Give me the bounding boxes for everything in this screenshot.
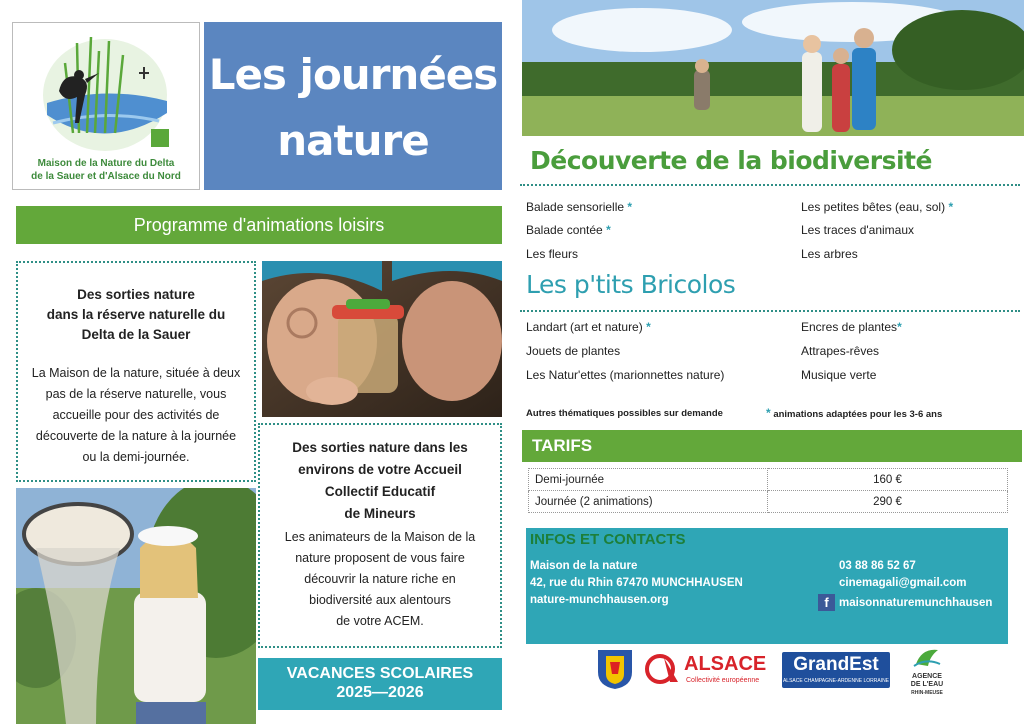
grandest-wordmark: GrandEst xyxy=(793,654,879,675)
activity-item: Les fleurs xyxy=(526,247,579,261)
box2-heading-line: environs de votre Accueil xyxy=(298,462,462,477)
facebook-link[interactable]: f maisonnaturemunchhausen xyxy=(818,594,992,611)
box2-body-line: découvrir la nature riche en xyxy=(304,572,456,586)
star-icon: * xyxy=(766,406,771,420)
title-line-2: nature xyxy=(277,116,429,165)
box2-body-line: nature proposent de vous faire xyxy=(295,551,465,565)
grandest-logo xyxy=(782,652,890,688)
box1-body-line: pas de la réserve naturelle, vous xyxy=(45,387,227,401)
box1-heading-line: dans la réserve naturelle du xyxy=(46,307,226,322)
maison-nature-logo xyxy=(12,22,200,190)
sorties-acem-box xyxy=(258,423,502,648)
title-line-1: Les journées xyxy=(208,50,498,99)
table-row: Journée (2 animations) 290 € xyxy=(529,491,1008,513)
logo-line-2: de la Sauer et d'Alsace du Nord xyxy=(31,171,181,182)
activity-item: Les petites bêtes (eau, sol) * xyxy=(801,200,954,214)
photo-girl-net xyxy=(16,488,256,724)
title-box xyxy=(204,22,502,190)
activity-item: Encres de plantes* xyxy=(801,320,902,334)
alsace-logo xyxy=(644,652,770,688)
adapt-note: * animations adaptées pour les 3-6 ans xyxy=(766,406,943,420)
agence-line: DE L'EAU xyxy=(910,681,944,688)
tarifs-table xyxy=(528,468,1008,513)
contact-address: 42, rue du Rhin 67470 MUNCHHAUSEN xyxy=(530,577,743,589)
agence-eau-icon xyxy=(912,646,942,668)
agence-line: RHIN-MEUSE xyxy=(911,690,943,696)
box2-body-line: de votre ACEM. xyxy=(336,614,424,628)
agence-eau-logo xyxy=(904,646,950,694)
box2-heading-line: Collectif Educatif xyxy=(324,484,436,499)
website-link[interactable]: nature-munchhausen.org xyxy=(530,594,669,606)
biodiversite-title: Découverte de la biodiversité xyxy=(530,146,932,175)
box1-body-line: découverte de la nature à la journée xyxy=(35,429,237,443)
activity-item: Jouets de plantes xyxy=(526,344,621,358)
infos-contacts-box xyxy=(526,528,1008,644)
photo-field-children xyxy=(522,0,1024,136)
phone-number[interactable]: 03 88 86 52 67 xyxy=(839,560,916,572)
logo-line-1: Maison de la Nature du Delta xyxy=(37,158,175,169)
box1-body xyxy=(18,363,254,468)
sorties-reserve-box xyxy=(16,261,256,482)
vacances-scolaires-banner xyxy=(258,658,502,710)
activity-item: Balade contée * xyxy=(526,223,611,237)
alsace-wordmark: ALSACE xyxy=(684,653,767,675)
vacances-line-1: VACANCES SCOLAIRES xyxy=(286,665,474,682)
agence-line: AGENCE xyxy=(912,673,942,680)
box2-heading-line: de Mineurs xyxy=(344,506,416,521)
alsace-shield-icon xyxy=(596,648,634,690)
box2-body-line: biodiversité aux alentours xyxy=(309,593,451,607)
box2-body xyxy=(260,527,500,632)
activity-item: Musique verte xyxy=(801,368,877,382)
alsace-emblem-icon xyxy=(644,652,682,686)
box1-heading-line: Des sorties nature xyxy=(77,287,195,302)
activity-item: Landart (art et nature) * xyxy=(526,320,651,334)
box2-heading-line: Des sorties nature dans les xyxy=(292,440,468,455)
activity-item: Les arbres xyxy=(801,247,858,261)
box1-heading xyxy=(18,285,254,345)
alsace-subtitle: Collectivité européenne xyxy=(686,677,760,684)
box1-heading-line: Delta de la Sauer xyxy=(81,327,191,342)
vacances-line-2: 2025—2026 xyxy=(336,684,424,701)
infos-title: INFOS ET CONTACTS xyxy=(530,531,686,548)
bricolos-title: Les p'tits Bricolos xyxy=(526,270,736,299)
autres-note: Autres thématiques possibles sur demande xyxy=(526,408,723,419)
activity-item: Les traces d'animaux xyxy=(801,223,915,237)
photo-children-jar xyxy=(262,261,502,417)
box1-body-line: accueille pour des activités de xyxy=(52,408,220,422)
activity-item: Les Natur'ettes (marionnettes nature) xyxy=(526,368,725,382)
box1-body-line: ou la demi-journée. xyxy=(82,450,190,464)
divider xyxy=(520,310,1020,312)
box1-body-line: La Maison de la nature, située à deux xyxy=(31,366,241,380)
activity-item: Balade sensorielle * xyxy=(526,200,633,214)
facebook-icon: f xyxy=(818,594,835,611)
box2-heading xyxy=(260,437,500,525)
contact-name: Maison de la nature xyxy=(530,560,638,572)
heron-logo-icon xyxy=(39,33,175,155)
divider xyxy=(520,184,1020,186)
grandest-subtitle: ALSACE CHAMPAGNE-ARDENNE LORRAINE xyxy=(782,678,890,684)
programme-banner: Programme d'animations loisirs xyxy=(16,206,502,244)
tarifs-header: TARIFS xyxy=(522,430,1022,462)
box2-body-line: Les animateurs de la Maison de la xyxy=(284,530,476,544)
email-link[interactable]: cinemagali@gmail.com xyxy=(839,577,967,589)
table-row: Demi-journée 160 € xyxy=(529,469,1008,491)
activity-item: Attrapes-rêves xyxy=(801,344,880,358)
